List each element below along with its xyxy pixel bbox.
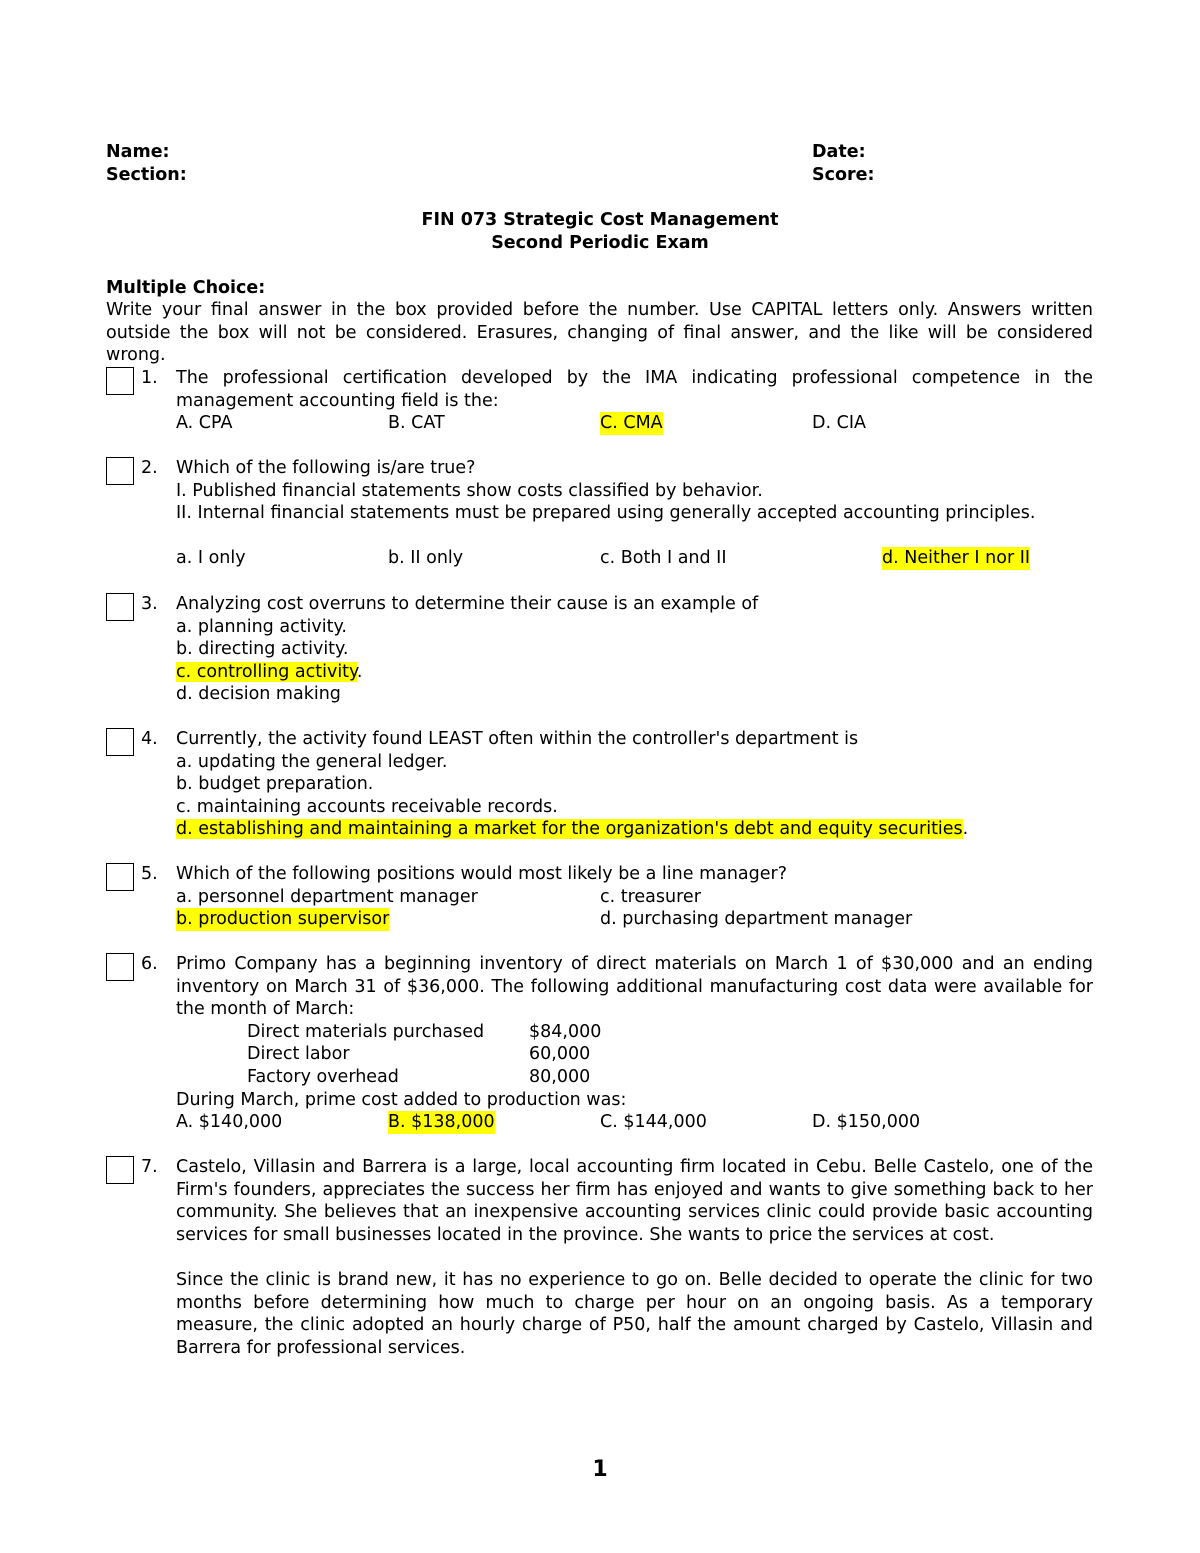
cost-label: Direct materials purchased: [247, 1021, 485, 1042]
name-label: Name:: [106, 142, 170, 162]
choice: A. $140,000: [176, 1112, 283, 1133]
section-label: Section:: [106, 165, 187, 185]
question-3: [176, 593, 1093, 706]
choice: c. treasurer: [600, 886, 701, 907]
cost-data-row: [176, 1066, 1093, 1089]
instructions-heading: Multiple Choice:: [106, 278, 266, 298]
question-prompt: During March, prime cost added to production was:: [176, 1089, 627, 1110]
choice: a. planning activity.: [176, 616, 347, 637]
choice: D. CIA: [812, 413, 866, 434]
question-text: Currently, the activity found LEAST often within the controller's department is: [176, 729, 859, 749]
cost-value: 60,000: [529, 1044, 591, 1065]
choices-row: [176, 412, 1093, 435]
statement: II. Internal financial statements must be prepared using generally accepted accounting principles.: [176, 503, 1036, 524]
question-text: Which of the following is/are true?: [176, 458, 476, 478]
choice: a. personnel department manager: [176, 886, 478, 907]
question-5: [176, 863, 1093, 931]
choice-suffix: .: [356, 661, 363, 682]
choice: a. updating the general ledger.: [176, 751, 448, 772]
paragraph: Since the clinic is brand new, it has no experience to go on. Belle decided to operate the clinic for two months before determining how much to charge per hour on an ongoing basis. As a temporary measure, the clinic adopted an hourly charge of P50, half the amount charged by Castelo, Villasin and Barrera for professional services.: [176, 1269, 1093, 1358]
choices-row: [176, 547, 1093, 570]
choices-row: [176, 1111, 1093, 1134]
choices-row: [176, 908, 1093, 931]
choice-suffix: .: [962, 819, 969, 840]
question-number: 3.: [141, 594, 158, 614]
choice: D. $150,000: [812, 1112, 921, 1133]
answer-box-7[interactable]: [106, 1156, 134, 1184]
cost-label: Direct labor: [247, 1044, 350, 1065]
question-1: [176, 367, 1093, 435]
course-title: FIN 073 Strategic Cost Management: [421, 210, 779, 230]
choice-highlighted: c. controlling activity: [176, 661, 357, 682]
choice: d. decision making: [176, 684, 341, 705]
paragraph: Castelo, Villasin and Barrera is a large, local accounting firm located in Cebu. Belle Castelo, one of the Firm's founders, appreciates the success her firm has enjoyed and wants to give something back to her community. She believes that an inexpensive accounting services clinic could provide basic accounting services for small businesses located in the province. She wants to price the services at cost.: [176, 1157, 1093, 1245]
choice: b. II only: [388, 548, 464, 569]
cost-value: $84,000: [529, 1021, 602, 1042]
choice: c. Both I and II: [600, 548, 727, 569]
question-number: 5.: [141, 864, 158, 884]
cost-value: 80,000: [529, 1066, 591, 1087]
cost-data-row: [176, 1043, 1093, 1066]
question-4: [176, 728, 1093, 841]
question-6: [176, 953, 1093, 1134]
choice-highlighted: d. Neither I nor II: [882, 548, 1031, 569]
choice: A. CPA: [176, 413, 233, 434]
statement: I. Published financial statements show costs classified by behavior.: [176, 480, 763, 501]
date-label: Date:: [812, 142, 866, 162]
answer-box-3[interactable]: [106, 593, 134, 621]
score-label: Score:: [812, 165, 875, 185]
question-number: 4.: [141, 729, 158, 749]
choice-highlighted: B. $138,000: [388, 1112, 495, 1133]
question-2: [176, 457, 1093, 570]
question-number: 6.: [141, 954, 158, 974]
choice: d. purchasing department manager: [600, 909, 913, 930]
question-text: Primo Company has a beginning inventory of direct materials on March 1 of $30,000 and an ending inventory on March 31 of $36,000. The following additional manufacturing cost data were available for the month of March:: [176, 954, 1093, 1020]
question-text: The professional certification developed by the IMA indicating professional competence in the management accounting field is the:: [176, 368, 1093, 411]
answer-box-5[interactable]: [106, 863, 134, 891]
question-text: Which of the following positions would most likely be a line manager?: [176, 864, 788, 884]
choice: b. directing activity.: [176, 639, 349, 660]
choice: c. maintaining accounts receivable records.: [176, 796, 558, 817]
answer-box-1[interactable]: [106, 367, 134, 395]
question-number: 2.: [141, 458, 158, 478]
choice: a. I only: [176, 548, 246, 569]
instructions-text: Write your final answer in the box provided before the number. Use CAPITAL letters only. Answers written outside the box will not be considered. Erasures, changing of final answer, and the like will be considered wrong.: [106, 300, 1093, 366]
question-number: 1.: [141, 368, 158, 388]
cost-data-row: [176, 1021, 1093, 1044]
page-number: 1: [592, 1457, 608, 1482]
choice-highlighted: b. production supervisor: [176, 909, 390, 930]
choice-highlighted: d. establishing and maintaining a market for the organization's debt and equity securities: [176, 819, 963, 840]
cost-label: Factory overhead: [247, 1066, 399, 1087]
answer-box-2[interactable]: [106, 457, 134, 485]
answer-box-4[interactable]: [106, 728, 134, 756]
choice: C. $144,000: [600, 1112, 707, 1133]
exam-title: Second Periodic Exam: [491, 233, 709, 253]
question-7: [176, 1156, 1093, 1359]
question-text: Analyzing cost overruns to determine their cause is an example of: [176, 594, 759, 614]
choices-row: [176, 886, 1093, 909]
question-number: 7.: [141, 1157, 158, 1177]
answer-box-6[interactable]: [106, 953, 134, 981]
choice-highlighted: C. CMA: [600, 413, 663, 434]
choice: b. budget preparation.: [176, 774, 374, 795]
choice: B. CAT: [388, 413, 445, 434]
